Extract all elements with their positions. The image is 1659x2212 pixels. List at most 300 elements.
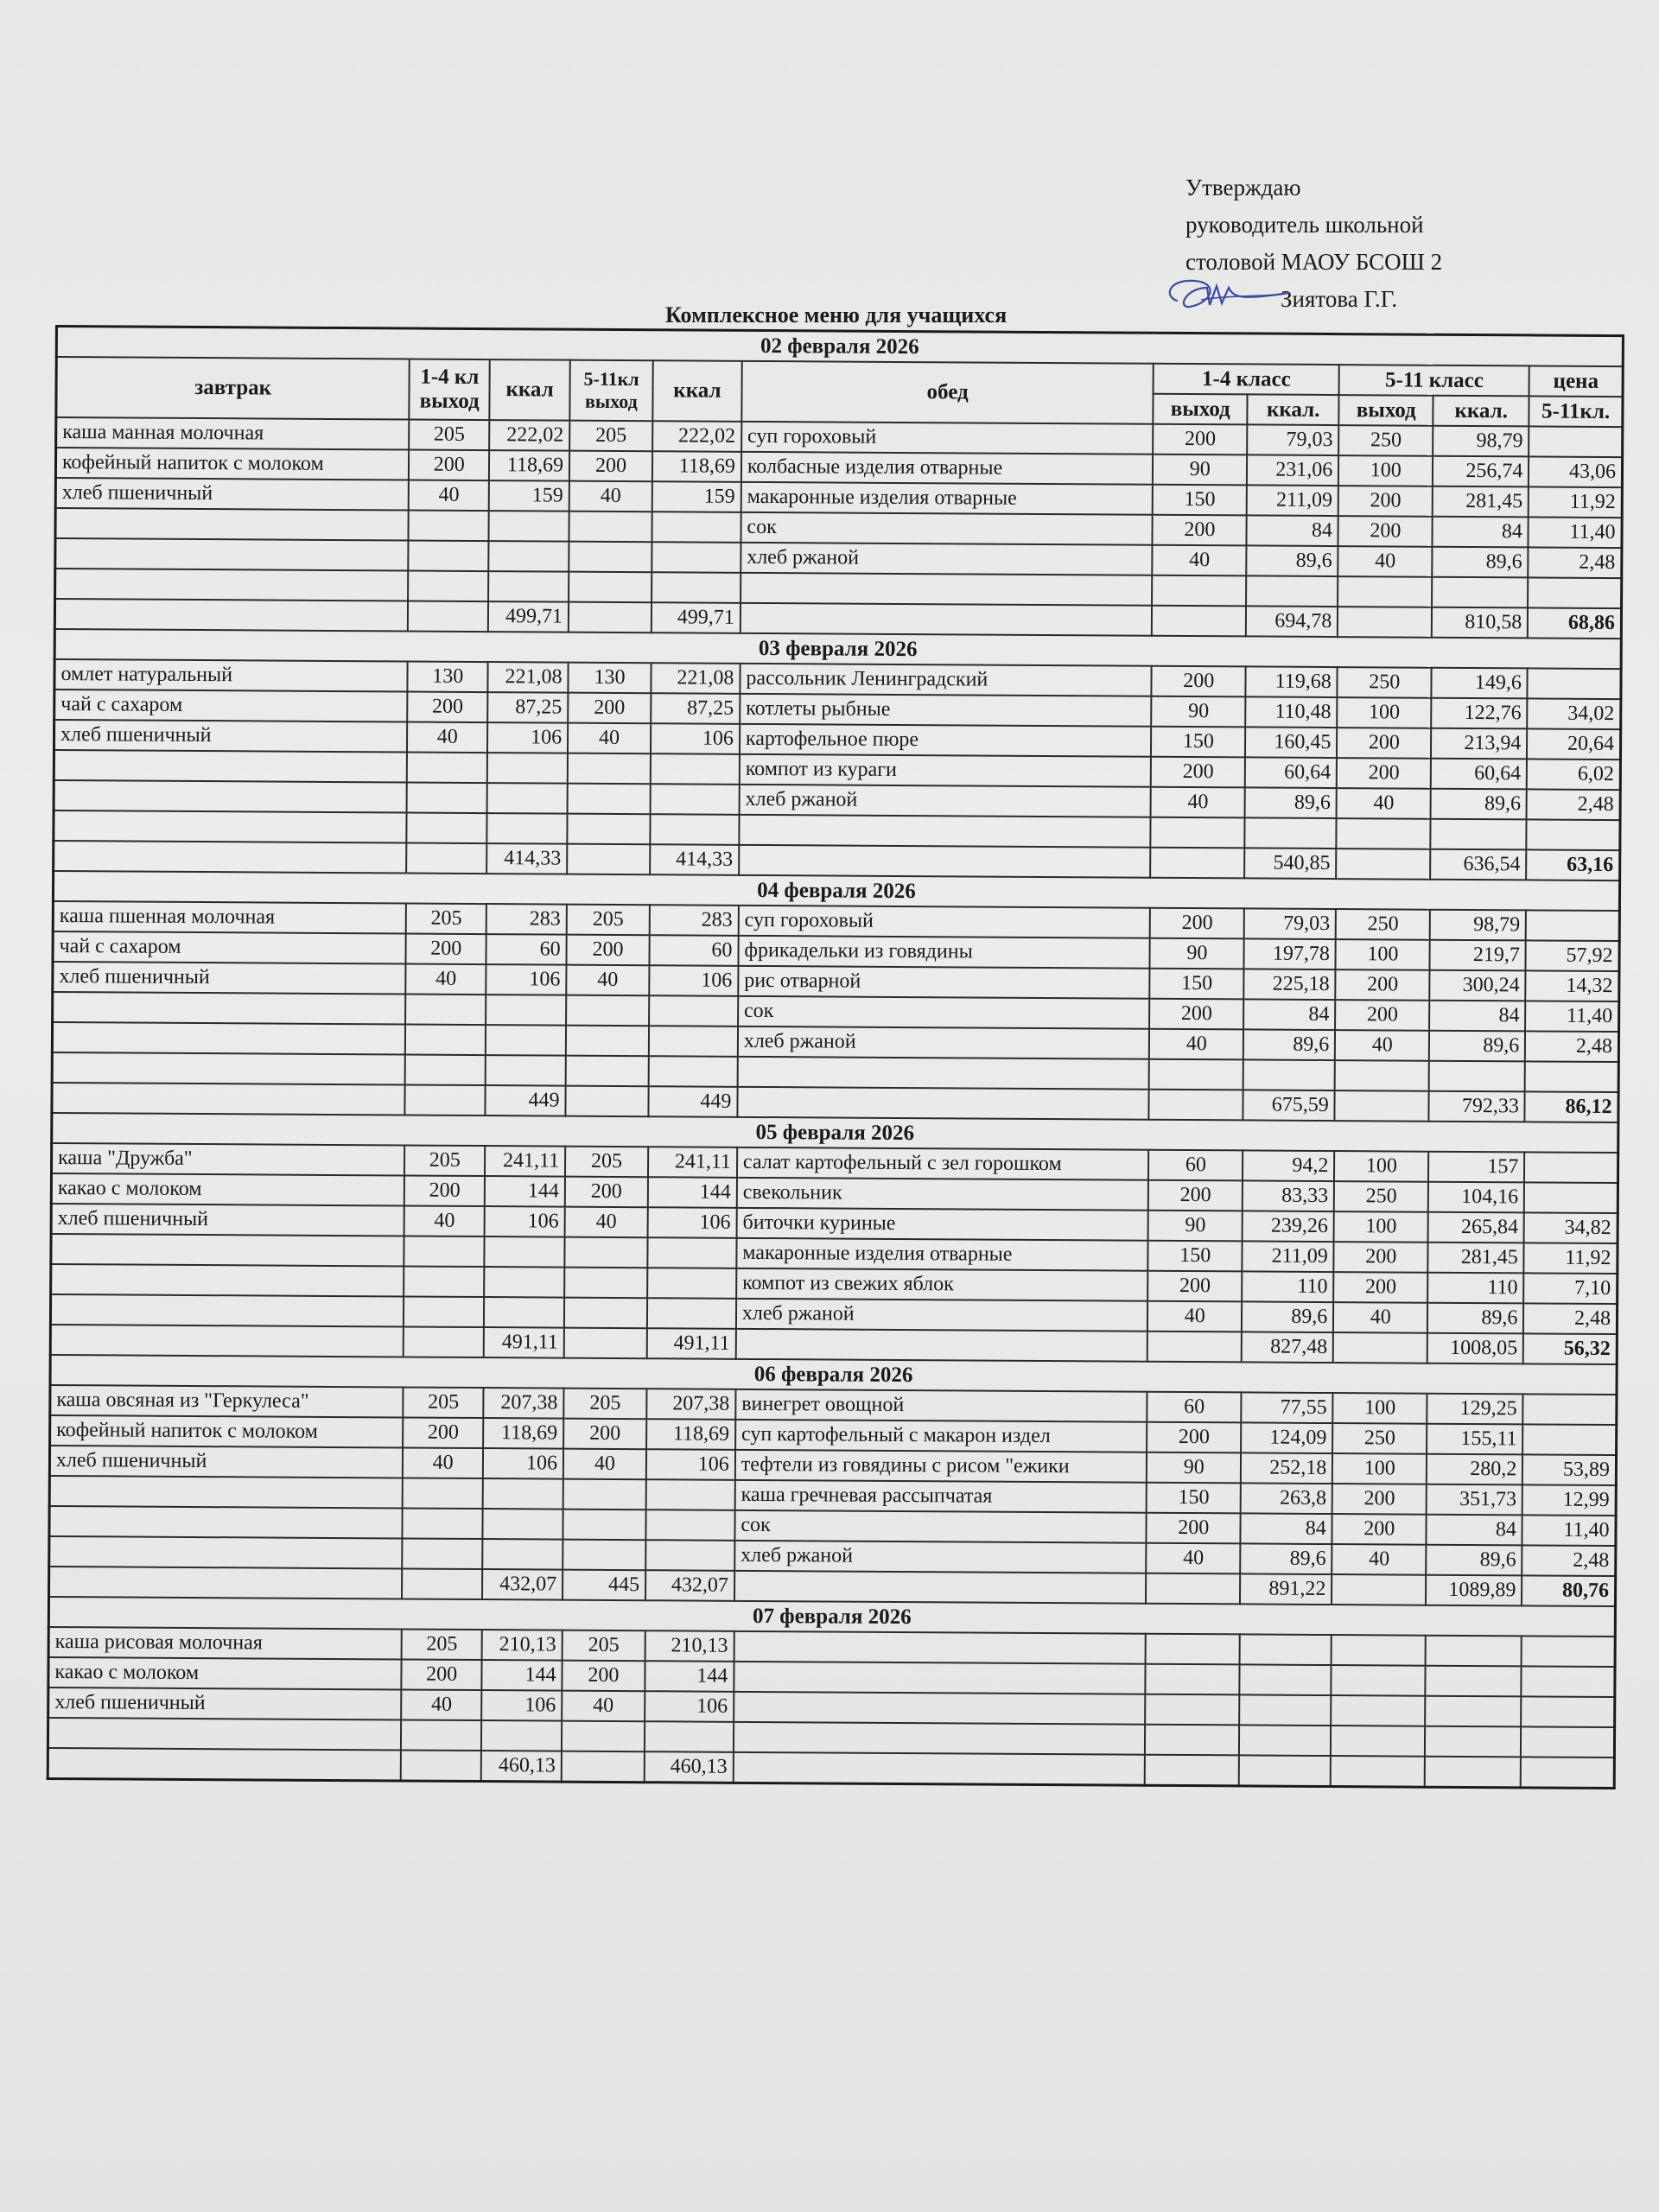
lunch-price bbox=[1528, 668, 1621, 699]
approval-block bbox=[1185, 169, 1442, 318]
lunch-kcal-1-4 bbox=[1245, 817, 1337, 849]
breakfast-out-1-4 bbox=[404, 1296, 484, 1327]
lunch-kcal-5-11: 84 bbox=[1427, 1515, 1522, 1546]
lunch-kcal-5-11: 129,25 bbox=[1427, 1394, 1523, 1425]
lunch-item: хлеб ржаной bbox=[739, 785, 1151, 817]
breakfast-out-5-11 bbox=[567, 814, 650, 845]
total-lunch-out-1-4 bbox=[1145, 1755, 1239, 1786]
lunch-out-1-4: 40 bbox=[1153, 545, 1247, 576]
breakfast-out-1-4: 205 bbox=[404, 1387, 484, 1418]
lunch-item: рис отварной bbox=[738, 966, 1150, 999]
lunch-price: 2,48 bbox=[1527, 789, 1620, 820]
breakfast-kcal-5-11: 222,02 bbox=[652, 421, 741, 452]
breakfast-kcal-5-11 bbox=[649, 1026, 738, 1057]
breakfast-out-5-11 bbox=[563, 1479, 646, 1510]
breakfast-item bbox=[51, 1264, 404, 1296]
breakfast-item bbox=[53, 992, 406, 1024]
lunch-kcal-5-11: 110 bbox=[1427, 1273, 1523, 1304]
lunch-out-5-11 bbox=[1331, 1695, 1425, 1726]
total-lunch-kcal-5-11: 810,58 bbox=[1432, 607, 1528, 639]
breakfast-out-5-11: 205 bbox=[563, 1630, 645, 1662]
breakfast-item: каша пшенная молочная bbox=[53, 901, 406, 933]
approval-line-3: столовой МАОУ БСОШ 2 bbox=[1185, 249, 1443, 275]
breakfast-kcal-1-4: 144 bbox=[482, 1660, 563, 1691]
total-kcal-5-11: 432,07 bbox=[645, 1570, 734, 1601]
breakfast-kcal-5-11: 87,25 bbox=[651, 693, 740, 724]
col-lunch-kcal-1-4: ккал. bbox=[1248, 394, 1339, 425]
lunch-item bbox=[734, 1692, 1146, 1725]
total-kcal-1-4: 449 bbox=[486, 1085, 566, 1116]
handwritten-signature bbox=[1160, 262, 1298, 322]
breakfast-kcal-1-4: 106 bbox=[485, 1206, 565, 1237]
breakfast-out-1-4: 200 bbox=[409, 450, 489, 481]
lunch-out-5-11: 200 bbox=[1332, 1484, 1427, 1515]
lunch-kcal-1-4: 160,45 bbox=[1245, 727, 1337, 758]
breakfast-kcal-1-4: 106 bbox=[487, 722, 568, 753]
lunch-item: котлеты рыбные bbox=[740, 694, 1152, 727]
breakfast-out-5-11 bbox=[566, 1056, 649, 1087]
breakfast-kcal-5-11: 118,69 bbox=[646, 1419, 735, 1450]
breakfast-item bbox=[52, 1022, 405, 1054]
lunch-item: каша гречневая рассыпчатая bbox=[735, 1480, 1147, 1513]
total-lunch-out-5-11 bbox=[1333, 1332, 1427, 1363]
lunch-kcal-1-4: 84 bbox=[1243, 999, 1335, 1030]
total-out-5-11 bbox=[564, 1328, 647, 1359]
day-date: 03 февраля 2026 bbox=[54, 629, 1621, 669]
lunch-price: 34,02 bbox=[1528, 698, 1621, 729]
lunch-item bbox=[734, 1631, 1146, 1664]
breakfast-item: хлеб пшеничный bbox=[51, 1204, 404, 1236]
breakfast-kcal-5-11 bbox=[645, 1540, 734, 1571]
total-lunch-kcal-5-11: 1008,05 bbox=[1427, 1333, 1523, 1364]
breakfast-kcal-1-4: 222,02 bbox=[489, 420, 569, 451]
lunch-price: 11,40 bbox=[1529, 517, 1622, 548]
breakfast-item: хлеб пшеничный bbox=[53, 962, 406, 994]
lunch-kcal-5-11: 149,6 bbox=[1432, 668, 1528, 699]
lunch-item: картофельное пюре bbox=[740, 724, 1152, 757]
breakfast-kcal-1-4: 221,08 bbox=[488, 662, 569, 693]
breakfast-out-1-4: 40 bbox=[404, 1205, 485, 1236]
breakfast-kcal-1-4: 118,69 bbox=[483, 1418, 563, 1449]
total-lunch-kcal-5-11: 792,33 bbox=[1429, 1091, 1525, 1122]
lunch-out-1-4: 60 bbox=[1148, 1150, 1243, 1181]
breakfast-kcal-1-4: 241,11 bbox=[485, 1146, 565, 1177]
total-lunch-label bbox=[734, 1752, 1146, 1785]
lunch-out-5-11: 200 bbox=[1336, 969, 1430, 1001]
total-out-1-4 bbox=[405, 1084, 486, 1116]
breakfast-kcal-1-4 bbox=[487, 813, 568, 844]
menu-table bbox=[47, 325, 1624, 1789]
breakfast-out-1-4: 130 bbox=[408, 661, 488, 692]
lunch-out-5-11 bbox=[1332, 1665, 1426, 1696]
total-out-1-4 bbox=[401, 1750, 481, 1781]
lunch-kcal-5-11: 84 bbox=[1433, 517, 1529, 548]
lunch-price bbox=[1525, 1061, 1618, 1092]
total-kcal-5-11: 460,13 bbox=[645, 1751, 734, 1783]
lunch-out-5-11 bbox=[1338, 576, 1432, 607]
lunch-item: хлеб ржаной bbox=[741, 543, 1153, 575]
total-lunch-out-5-11 bbox=[1332, 1574, 1426, 1605]
lunch-kcal-1-4 bbox=[1246, 575, 1338, 607]
total-kcal-5-11: 499,71 bbox=[652, 602, 741, 633]
group-5-11: 5-11 класс bbox=[1339, 365, 1529, 396]
breakfast-out-5-11: 40 bbox=[569, 481, 652, 512]
lunch-price: 2,48 bbox=[1522, 1545, 1616, 1576]
col-kcal-5-11: ккал bbox=[652, 360, 741, 422]
lunch-kcal-5-11: 89,6 bbox=[1427, 1545, 1522, 1576]
lunch-out-5-11: 100 bbox=[1334, 1211, 1428, 1243]
col-lunch-out-5-11: выход bbox=[1339, 395, 1433, 426]
lunch-kcal-1-4: 211,09 bbox=[1247, 485, 1338, 516]
breakfast-item bbox=[52, 1052, 405, 1084]
breakfast-item bbox=[49, 1536, 403, 1568]
lunch-price bbox=[1526, 910, 1619, 941]
breakfast-kcal-1-4: 159 bbox=[489, 480, 569, 512]
lunch-out-1-4: 150 bbox=[1148, 1241, 1243, 1272]
breakfast-kcal-1-4 bbox=[484, 1297, 564, 1328]
lunch-item: тефтели из говядины с рисом "ежики bbox=[735, 1450, 1147, 1483]
lunch-out-1-4: 200 bbox=[1148, 1180, 1243, 1211]
lunch-item bbox=[734, 1722, 1146, 1755]
lunch-kcal-1-4: 263,8 bbox=[1241, 1483, 1332, 1514]
breakfast-out-1-4: 40 bbox=[406, 963, 486, 995]
lunch-price: 11,40 bbox=[1522, 1515, 1616, 1546]
breakfast-kcal-5-11 bbox=[652, 542, 741, 573]
lunch-kcal-1-4: 110,48 bbox=[1246, 696, 1338, 728]
breakfast-kcal-5-11 bbox=[647, 1237, 736, 1268]
lunch-out-5-11: 200 bbox=[1333, 1272, 1427, 1303]
breakfast-kcal-1-4 bbox=[486, 995, 566, 1026]
total-lunch-kcal-1-4: 694,78 bbox=[1246, 606, 1338, 637]
lunch-item: суп картофельный с макарон издел bbox=[735, 1420, 1147, 1452]
lunch-kcal-1-4: 124,09 bbox=[1241, 1422, 1332, 1453]
total-out-5-11: 445 bbox=[563, 1570, 645, 1601]
total-lunch-out-5-11 bbox=[1338, 607, 1432, 638]
lunch-out-5-11: 40 bbox=[1332, 1544, 1427, 1575]
lunch-price bbox=[1524, 1152, 1618, 1183]
breakfast-kcal-1-4: 87,25 bbox=[487, 692, 568, 723]
breakfast-out-1-4: 205 bbox=[409, 420, 489, 451]
lunch-price: 2,48 bbox=[1523, 1303, 1617, 1334]
lunch-out-1-4: 150 bbox=[1151, 727, 1245, 758]
lunch-kcal-1-4: 89,6 bbox=[1245, 787, 1337, 818]
lunch-out-5-11: 200 bbox=[1334, 1242, 1428, 1273]
lunch-kcal-1-4: 110 bbox=[1242, 1271, 1333, 1302]
breakfast-kcal-5-11 bbox=[650, 814, 739, 845]
breakfast-item: омлет натуральный bbox=[54, 659, 408, 691]
total-kcal-1-4: 432,07 bbox=[482, 1569, 563, 1600]
total-kcal-1-4: 499,71 bbox=[488, 601, 569, 632]
lunch-item: салат картофельный с зел горошком bbox=[737, 1147, 1149, 1180]
total-lunch-label bbox=[739, 845, 1151, 878]
total-out-1-4 bbox=[402, 1568, 482, 1599]
lunch-item: рассольник Ленинградский bbox=[740, 664, 1152, 696]
lunch-kcal-1-4: 89,6 bbox=[1242, 1301, 1333, 1332]
lunch-out-1-4 bbox=[1149, 1059, 1243, 1090]
lunch-out-1-4: 200 bbox=[1149, 999, 1243, 1030]
breakfast-kcal-5-11: 144 bbox=[645, 1661, 734, 1692]
breakfast-kcal-1-4: 106 bbox=[486, 964, 566, 995]
approval-line-2: руководитель школьной bbox=[1185, 212, 1424, 238]
total-lunch-out-1-4 bbox=[1149, 1090, 1243, 1121]
breakfast-out-1-4: 205 bbox=[406, 903, 486, 934]
breakfast-kcal-1-4 bbox=[489, 511, 569, 542]
breakfast-out-1-4 bbox=[409, 511, 489, 542]
lunch-kcal-5-11: 351,73 bbox=[1427, 1484, 1522, 1516]
total-out-5-11 bbox=[562, 1751, 645, 1783]
breakfast-out-1-4 bbox=[408, 571, 488, 602]
lunch-item: сок bbox=[738, 996, 1150, 1029]
breakfast-kcal-5-11: 283 bbox=[650, 905, 739, 936]
breakfast-out-1-4 bbox=[407, 812, 487, 843]
lunch-kcal-1-4: 84 bbox=[1247, 515, 1338, 546]
col-kcal-1-4: ккал bbox=[490, 359, 570, 421]
lunch-out-5-11: 200 bbox=[1337, 728, 1431, 759]
total-lunch-kcal-5-11: 1089,89 bbox=[1426, 1575, 1522, 1606]
lunch-price bbox=[1523, 1394, 1617, 1425]
lunch-out-1-4: 200 bbox=[1147, 1422, 1241, 1453]
breakfast-item bbox=[49, 1476, 403, 1508]
breakfast-kcal-1-4: 210,13 bbox=[482, 1630, 563, 1661]
lunch-kcal-1-4: 83,33 bbox=[1243, 1180, 1334, 1211]
day-date: 02 февраля 2026 bbox=[56, 327, 1623, 367]
signatory-name: Зиятова Г.Г. bbox=[1281, 286, 1398, 312]
col-out-1-4-b: выход bbox=[419, 389, 480, 413]
breakfast-out-1-4: 40 bbox=[409, 480, 489, 512]
total-price: 80,76 bbox=[1522, 1575, 1615, 1606]
lunch-price: 11,92 bbox=[1524, 1243, 1618, 1274]
breakfast-kcal-5-11: 159 bbox=[652, 481, 741, 512]
lunch-price bbox=[1521, 1726, 1614, 1758]
lunch-kcal-5-11: 89,6 bbox=[1429, 1031, 1525, 1062]
lunch-kcal-5-11: 98,79 bbox=[1433, 426, 1529, 457]
breakfast-out-5-11: 40 bbox=[566, 965, 649, 996]
breakfast-kcal-1-4 bbox=[487, 783, 568, 814]
breakfast-out-5-11: 205 bbox=[567, 905, 650, 936]
total-label bbox=[54, 841, 407, 873]
breakfast-item: хлеб пшеничный bbox=[48, 1688, 402, 1719]
lunch-item: хлеб ржаной bbox=[738, 1027, 1150, 1059]
lunch-item bbox=[738, 1057, 1150, 1090]
lunch-item: суп гороховый bbox=[739, 906, 1151, 938]
approval-line-1: Утверждаю bbox=[1185, 175, 1301, 200]
lunch-out-1-4 bbox=[1152, 575, 1246, 607]
total-price: 63,16 bbox=[1526, 849, 1619, 880]
lunch-item: хлеб ржаной bbox=[734, 1541, 1147, 1573]
breakfast-out-1-4: 200 bbox=[406, 933, 486, 964]
lunch-out-1-4: 40 bbox=[1147, 1543, 1241, 1574]
breakfast-out-5-11 bbox=[564, 1298, 647, 1329]
lunch-price: 20,64 bbox=[1527, 728, 1620, 760]
breakfast-kcal-5-11: 60 bbox=[649, 935, 738, 966]
breakfast-kcal-5-11: 106 bbox=[646, 1449, 735, 1480]
breakfast-out-5-11: 40 bbox=[568, 723, 651, 754]
lunch-out-5-11 bbox=[1337, 818, 1431, 849]
breakfast-out-5-11: 200 bbox=[565, 1177, 648, 1208]
col-price-a: цена bbox=[1529, 365, 1623, 397]
lunch-kcal-5-11: 89,6 bbox=[1427, 1303, 1523, 1334]
lunch-kcal-1-4: 79,03 bbox=[1244, 908, 1336, 939]
lunch-price bbox=[1528, 577, 1621, 608]
breakfast-kcal-1-4: 283 bbox=[486, 904, 567, 935]
breakfast-out-1-4: 40 bbox=[401, 1689, 481, 1720]
breakfast-out-1-4: 200 bbox=[403, 1417, 483, 1448]
lunch-kcal-5-11 bbox=[1425, 1696, 1521, 1727]
breakfast-item bbox=[50, 1294, 404, 1326]
total-label bbox=[54, 599, 408, 631]
lunch-item bbox=[739, 815, 1151, 848]
breakfast-kcal-5-11 bbox=[647, 1268, 736, 1299]
total-out-1-4 bbox=[404, 1326, 484, 1357]
breakfast-item bbox=[51, 1234, 404, 1266]
lunch-item: компот из свежих яблок bbox=[736, 1268, 1148, 1301]
lunch-kcal-5-11: 84 bbox=[1429, 1001, 1525, 1032]
document-title: Комплексное меню для учащихся bbox=[665, 302, 1007, 327]
lunch-kcal-5-11: 213,94 bbox=[1431, 728, 1527, 760]
breakfast-kcal-1-4 bbox=[483, 1509, 563, 1540]
lunch-out-1-4 bbox=[1151, 817, 1245, 849]
lunch-kcal-5-11: 256,74 bbox=[1433, 456, 1529, 487]
breakfast-out-5-11 bbox=[563, 1540, 645, 1571]
lunch-kcal-1-4: 119,68 bbox=[1246, 666, 1338, 697]
breakfast-item: хлеб пшеничный bbox=[54, 720, 407, 752]
lunch-out-1-4 bbox=[1145, 1725, 1239, 1756]
lunch-kcal-5-11: 265,84 bbox=[1428, 1212, 1524, 1243]
breakfast-kcal-5-11 bbox=[645, 1510, 734, 1541]
lunch-price bbox=[1524, 1182, 1618, 1213]
breakfast-out-1-4 bbox=[403, 1478, 483, 1509]
breakfast-out-5-11 bbox=[563, 1510, 645, 1541]
total-lunch-out-1-4 bbox=[1152, 606, 1246, 637]
breakfast-item: чай с сахаром bbox=[53, 931, 406, 963]
lunch-out-1-4: 150 bbox=[1153, 485, 1247, 516]
breakfast-out-1-4 bbox=[403, 1508, 483, 1539]
breakfast-out-1-4: 200 bbox=[408, 691, 488, 722]
col-breakfast: завтрак bbox=[56, 357, 410, 419]
breakfast-item: каша манная молочная bbox=[56, 417, 410, 449]
breakfast-item: кофейный напиток с молоком bbox=[55, 448, 409, 480]
lunch-out-1-4 bbox=[1146, 1634, 1240, 1665]
lunch-out-1-4: 200 bbox=[1153, 424, 1247, 455]
breakfast-kcal-5-11: 118,69 bbox=[652, 451, 741, 482]
breakfast-item: кофейный напиток с молоком bbox=[50, 1415, 404, 1447]
lunch-price: 12,99 bbox=[1522, 1484, 1616, 1516]
lunch-kcal-5-11: 98,79 bbox=[1430, 910, 1526, 941]
col-lunch-kcal-5-11: ккал. bbox=[1433, 396, 1529, 427]
total-lunch-kcal-5-11 bbox=[1425, 1757, 1521, 1788]
day-date: 04 февраля 2026 bbox=[53, 871, 1619, 911]
lunch-out-1-4: 150 bbox=[1147, 1483, 1241, 1514]
total-lunch-out-1-4 bbox=[1147, 1332, 1242, 1363]
total-price: 56,32 bbox=[1523, 1333, 1617, 1364]
breakfast-kcal-5-11 bbox=[650, 784, 739, 815]
lunch-out-1-4: 200 bbox=[1153, 515, 1247, 546]
lunch-out-1-4 bbox=[1145, 1694, 1239, 1726]
lunch-out-5-11: 200 bbox=[1338, 486, 1433, 517]
breakfast-kcal-1-4: 207,38 bbox=[483, 1388, 563, 1419]
breakfast-kcal-5-11: 144 bbox=[648, 1177, 737, 1208]
lunch-price: 6,02 bbox=[1527, 759, 1620, 790]
lunch-out-1-4: 150 bbox=[1150, 969, 1244, 1000]
breakfast-item bbox=[49, 1506, 403, 1538]
breakfast-out-1-4: 40 bbox=[407, 721, 487, 753]
breakfast-out-1-4 bbox=[404, 1266, 484, 1297]
lunch-out-1-4 bbox=[1146, 1664, 1240, 1695]
col-price-b: 5-11кл. bbox=[1529, 396, 1623, 427]
lunch-price: 2,48 bbox=[1529, 547, 1622, 578]
lunch-out-5-11: 100 bbox=[1333, 1393, 1427, 1424]
breakfast-kcal-5-11 bbox=[651, 753, 740, 785]
lunch-item: макаронные изделия отварные bbox=[741, 482, 1154, 515]
breakfast-kcal-1-4 bbox=[484, 1267, 564, 1298]
lunch-kcal-1-4: 60,64 bbox=[1245, 757, 1337, 788]
breakfast-out-5-11: 130 bbox=[568, 663, 651, 694]
breakfast-item bbox=[55, 538, 409, 570]
breakfast-out-5-11 bbox=[569, 572, 652, 603]
day-date: 07 февраля 2026 bbox=[48, 1597, 1615, 1637]
col-out-1-4-a: 1-4 кл bbox=[420, 365, 480, 389]
lunch-kcal-1-4: 79,03 bbox=[1247, 424, 1338, 455]
breakfast-out-1-4: 200 bbox=[402, 1659, 482, 1690]
lunch-out-5-11: 250 bbox=[1332, 1423, 1427, 1454]
breakfast-item bbox=[54, 750, 407, 782]
lunch-item: фрикадельки из говядины bbox=[738, 936, 1150, 969]
day-date: 05 февраля 2026 bbox=[52, 1113, 1618, 1153]
total-lunch-label bbox=[734, 1571, 1147, 1604]
breakfast-kcal-1-4 bbox=[486, 1055, 566, 1086]
lunch-kcal-5-11: 155,11 bbox=[1427, 1424, 1522, 1455]
lunch-item: колбасные изделия отварные bbox=[741, 452, 1154, 485]
breakfast-out-5-11: 40 bbox=[565, 1207, 648, 1238]
total-lunch-label bbox=[736, 1329, 1148, 1362]
lunch-kcal-5-11 bbox=[1431, 819, 1527, 850]
lunch-price: 43,06 bbox=[1529, 456, 1622, 487]
lunch-item: сок bbox=[734, 1510, 1147, 1543]
lunch-price: 11,92 bbox=[1529, 486, 1622, 518]
breakfast-out-1-4 bbox=[405, 1024, 486, 1055]
lunch-kcal-1-4: 239,26 bbox=[1243, 1211, 1334, 1242]
breakfast-out-5-11: 200 bbox=[568, 693, 651, 724]
lunch-kcal-5-11 bbox=[1432, 577, 1528, 608]
lunch-out-5-11: 40 bbox=[1338, 546, 1433, 577]
breakfast-out-5-11 bbox=[569, 512, 652, 543]
breakfast-kcal-1-4 bbox=[482, 1539, 563, 1570]
breakfast-out-1-4: 205 bbox=[402, 1629, 482, 1660]
lunch-kcal-1-4 bbox=[1240, 1664, 1332, 1695]
lunch-kcal-5-11: 280,2 bbox=[1427, 1454, 1522, 1485]
breakfast-item: каша "Дружба" bbox=[52, 1143, 405, 1175]
total-kcal-1-4: 491,11 bbox=[484, 1327, 564, 1358]
lunch-out-5-11: 100 bbox=[1338, 455, 1433, 486]
lunch-kcal-5-11 bbox=[1426, 1636, 1522, 1667]
breakfast-out-5-11 bbox=[564, 1237, 647, 1268]
lunch-out-1-4: 200 bbox=[1147, 1271, 1242, 1302]
breakfast-kcal-5-11 bbox=[652, 572, 741, 603]
breakfast-kcal-1-4 bbox=[481, 1720, 562, 1751]
total-kcal-1-4: 414,33 bbox=[486, 843, 567, 874]
lunch-out-5-11: 40 bbox=[1333, 1302, 1427, 1333]
lunch-out-5-11: 250 bbox=[1338, 425, 1433, 456]
breakfast-out-5-11: 200 bbox=[567, 935, 650, 966]
breakfast-item: каша овсяная из "Геркулеса" bbox=[50, 1385, 404, 1417]
breakfast-kcal-5-11: 106 bbox=[645, 1691, 734, 1722]
lunch-kcal-5-11: 89,6 bbox=[1431, 789, 1527, 820]
lunch-kcal-1-4 bbox=[1243, 1059, 1335, 1090]
lunch-out-5-11: 100 bbox=[1332, 1453, 1427, 1484]
lunch-item bbox=[741, 573, 1153, 606]
lunch-out-1-4: 90 bbox=[1147, 1452, 1241, 1484]
breakfast-kcal-1-4: 144 bbox=[485, 1176, 565, 1207]
